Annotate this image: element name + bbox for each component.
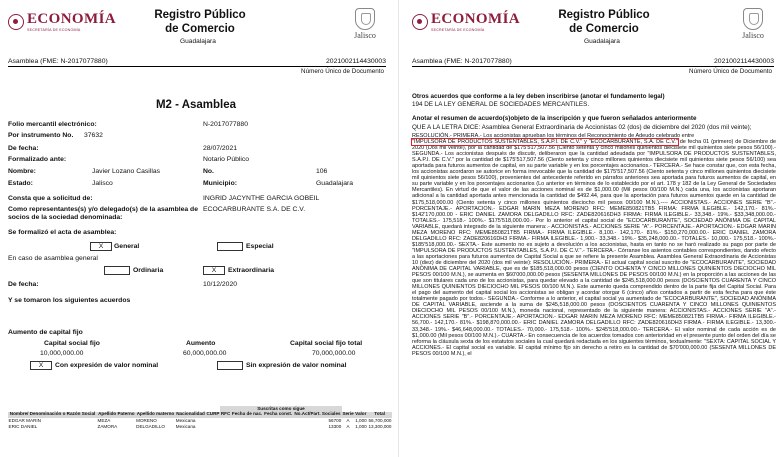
document-header [0,0,392,52]
especial-checkbox[interactable] [217,242,243,251]
municipio-label: Municipio: [203,180,237,187]
economia-logo [412,12,520,32]
resumen-heading: Anotar el resumen de acuerdo(s)objeto de la inscripción y que fueron señalados anteriormente [412,115,697,122]
acuerdos-body: (primero) de Diciembre de 2020 (Dos mil veinte), por la cantidad de $175'517,507.56 (Ciento setenta y cinco millones quinientos diecisiete mil quinientos siete pesos 56/100).- SEGUNDA.- Los accionistas después de discutir, deliberaron que la cantidad adeudada por "IMPULSORA DE PRODUCTOS SUSTENTABLES, S.A.P.I. DE C.V." por la cantidad de $175'517,507.56 (Ciento setenta y cinco millones quinientos diecisiete mil quinientos siete pesos 56/100) sea aportada para futuros aumentos de capital, en su parte variable y en los porcentajes accionarios.- TERCERA.- Se hace constar que, con esta fecha, los accionistas acordaron se autorice en forma irrevocable que la cantidad de $175'517,507.56 (Ciento setenta y cinco millones quinientos diecisiete mil quinientos siete pesos 56/100), provenientes del antecedente referido en párrafos anteriores sea aportada para futuros aumentos de capital, en su parte variable y en los porcentajes accionarios (Lo anterior en términos de lo establecido por el art. 178 y 182 de la Ley General de Sociedades Mercantiles). En virtud de que el valor de las acciones nominal es de $1,000.00 (Mil pesos 00/100 M.N.) cada una, los accionistas aportaran adicional a la cantidad aportada antes mencionada la cantidad de $492.44, para que la aportación para futuros aumentos quede en la cantidad de $175,518,000.00 (Ciento setenta y cinco millones quinientos dieciocho mil pesos 00/100 M.N.).---- ACCIONISTAS.- ACCIONES SERIE "B".- PORCENTAJE.- APORTACION.- EDGAR MARIN MEZA MORENO RFC: MEME850821TB5 FIRMA: FIRMA ILEGIBLE.- 142,170.- 81%.- $142'170,000.00 - ERIC DANIEL ZAMORA DELGADILLO RFC: ZADE820616DH3 FIRMA: FIRMA ILEGIBLE.- 33,348.- 19%.- $33,348,000.00.- TOTALES.- 175,518.- 100%.- $175'518,000.00.- Por lo anterior el capital social de "ECOCARBURANTE", SOCIEDAD ANÓNIMA DE CAPITAL VARIABLE, quedará integrado de la siguiente manera:.- ACCIONISTAS.- ACCIONES SERIE "A".- PORCENTAJE.- APORTACION.- EDGAR MARIN MEZA MORENO RFC: MEME850821TB5 FIRMA.- FIRMA ILEGIBLE.- 8,100.- 142,170.- 81%.- $150,270,000.00.- ERIC DANIEL ZAMORA DELGADILLO RFC: ZADE820616DH3 FIRMA.- FIRMA ILEGIBLE.- 1,900.- 33,348.- 19%.- $35,248,000.00.- TOTALES.- 10,000.- 175,518.- 100%.- $185'518,000.00.- SEXTA.- Este aumento no es sujeto a devolución a los accionistas, hasta en tanto no se haró realizado su pago por parte de "IMPULSORA DE PRODUCTOS SUSTENTABLES, S.A.P.I. DE C.V.".- TERCERA.- Córranse los asientos contables correspondientes, dando efecto a las aportaciones para futuros aumentos de Capital Social a que se refiere la presente Asamblea. Asamblea General Extraordinaria de Accionistas 10 (diez) de diciembre del 2020 (dos mil veinte): RESOLUCIÓN.- PRIMERA.- El actual capital social suscrito de "ECOCARBURANTE", SOCIEDAD ANÓNIMA DE CAPITAL VARIABLE, que es de $185,518,000.00 pesos (CIENTO OCHENTA Y CINCO MILLONES QUINIENTOS DIECIOCHO MIL PESOS 00/100 M.N.), se aumenta en $60'000,000.00 pesos (SESENTA MILLONES DE PESOS 00/100 M.N.) en la proporción a las acciones de las que son titulares cada uno de los accionistas, para quedar elevado a la cantidad de $245,518,000.00 pesos (DOSCIENTOS CUARENTA Y CINCO MILLONES QUINIENTOS DIECIOCHO MIL PESOS 00/100 M.N.). Este aumento queda comprendido dentro de la parte fija del Capital Social. Para el pago del aumento del capital social los accionistas se obligan y acordar otorgar 6 (cinco) años contados a partir de esta fecha para que éste totalmente pagado por todos.- SEGUNDA.- Conforme a lo anterior, el capital social ya aumentado de "ECOCARBURANTE", SOCIEDAD ANÓNIMA DE CAPITAL VARIABLE, asciende a la suma de $245,518,000.00 pesos (DOSCIENTOS CUARENTA Y CINCO MILLONES QUINIENTOS DIECIOCHO MIL PESOS 00/100 M.N.), moneda nacional, representado de la siguiente manera: ACCIONISTAS.- ACCIONES SERIE "A".- ACCIONES SERIE "B".- PORCENTAJE.- APORTACION.- EDGAR MARIN MEZA MORENO RFC: MEME850821TB5 FIRMA.- FIRMA ILEGIBLE.- 56,700.- 142,170.- 81%.- $198,870,000.00.- ERIC DANIEL ZAMORA DELGADILLO RFC: ZADE820616DH3 FIRMA.- FIRMA ILEGIBLE.- 13,300.- 33,348.- 19%.- $46,648,000.00.- TOTALES.- 70,000.- 175,518.- 100%.- $245'518,000.00.- TERCERA.- El valor nominal de cada acción es de $1,000.00 (Mil pesos 00/100 M.N.).- CUARTA.- En consecuencia de los acuerdos tomados con anterioridad en el presente punto del orden del día se reforma la cláusula sexta de los estatutos sociales la cual quedará redactada en los siguientes términos, textualmente: "SEXTA: CAPITAL SOCIAL Y ACCIONES.- El capital social es variable. El capital mínimo fijo sin derecho a retiro es la cantidad de $70'000,000.00 (SESENTA MILLONES DE PESOS 00/100 M.N.), el [412,139,777,357]
table-header: CURP [206,411,220,417]
fecha-label: De fecha: [8,145,39,152]
table-cell: Mexicana [175,418,196,424]
jalisco-logo [736,8,770,41]
aumento-column-label: Aumento [186,340,216,347]
nud-label: Número Único de Documento [301,68,384,75]
document-header [404,0,780,52]
table-cell: A [346,424,350,430]
estado-value: Jalisco [92,180,113,187]
nud-value: 2021002114430003 [714,58,774,65]
government-seal-icon [8,14,24,30]
jalisco-logo-text: Jalisco [742,31,764,40]
table-header: Apellido Paterno [98,411,135,417]
table-cell [220,424,231,430]
table-cell: EDGAR MARIN [8,418,41,424]
instrumento-label: Por instrumento No. [8,132,74,139]
table-cell: ZAMORA [97,424,118,430]
general-checkbox[interactable]: X [90,242,112,251]
table-header: Fecha const. [264,411,293,417]
logo-main-text: ECONOMÍA [431,11,521,27]
logo-sub-text: SECRETARÍA DE ECONOMÍA [27,28,81,32]
ordinaria-checkbox[interactable] [104,266,130,275]
fme-label: Asamblea (FME: N-2017077880) [8,58,108,65]
table-header: Valor [355,411,367,417]
comparecientes-value: ECOCARBURANTE S.A. DE C.V. [203,206,306,213]
formalizado-value: Notario Público [203,156,250,163]
table-cell: MEZA [97,418,111,424]
sin-valor-nominal-checkbox[interactable] [217,361,243,370]
after-highlight-text: de fecha 01 [677,139,710,146]
registry-city: Guadalajara [584,38,620,45]
comparecientes-label: Como representantes(s) y/o delegado(s) de la asamblea de socios de la sociedad denominada: [8,206,198,222]
formalizado-label: Formalizado ante: [8,156,67,163]
registry-title: Registro Público de Comercio [154,9,246,35]
economia-logo [8,12,116,32]
table-cell: A [346,418,350,424]
solicitud-label: Consta que a solicitud de: [8,195,93,202]
registry-title: Registro Público de Comercio [558,9,650,35]
fme-line [412,58,774,66]
highlighted-companies: "IMPULSORA DE PRODUCTOS SUSTENTABLES, S.A.P.I. DE C.V." y "ECOCARBURANTE, S.A. DE C.V." [412,139,678,146]
table-cell: 13300 [328,424,342,430]
table-cell: 56,700,000 [368,418,392,424]
table-cell: 56700 [328,418,342,424]
nombre-value: Javier Lozano Casillas [92,168,161,175]
table-cell [231,424,263,430]
government-seal-icon [412,14,428,30]
municipio-value: Guadalajara [316,180,354,187]
capital-total-value: 70,000,000.00 [312,350,356,357]
acuerdos-label: Y se tomaron los siguientes acuerdos [8,297,131,304]
logo-main-text: ECONOMÍA [27,11,117,27]
jalisco-logo [348,8,382,41]
folio-value: N-2017077880 [203,121,248,128]
estado-label: Estado: [8,180,33,187]
table-cell: 13,300,000 [368,424,392,430]
fme-line [8,58,386,66]
de-fecha-label: De fecha: [8,281,39,288]
table-header: No.Act/Part. Sociales [294,411,341,417]
general-label: General [114,243,140,250]
capital-social-fijo-label: Capital social fijo [44,340,100,347]
caso-asamblea-label: En caso de asamblea general [8,255,98,262]
sin-valor-nominal-label: Sin expresión de valor nominal [246,362,347,369]
de-fecha-value: 10/12/2020 [203,281,238,288]
extraordinaria-checkbox[interactable]: X [203,266,225,275]
con-valor-nominal-checkbox[interactable]: X [30,361,52,370]
ordinaria-label: Ordinaria [133,267,164,274]
table-cell [206,424,220,430]
table-row [8,424,392,430]
shares-table [8,406,392,430]
jalisco-crest-icon [743,8,763,30]
table-cell: MORENO [136,418,157,424]
nud-label: Número Único de Documento [689,68,772,75]
table-cell: 1,000 [355,418,367,424]
jalisco-crest-icon [355,8,375,30]
nombre-label: Nombre: [8,168,36,175]
acuerdos-summary-text [412,133,776,357]
aumento-value: 60,000,000.00 [183,350,227,357]
table-cell [263,424,293,430]
logo-sub-text: SECRETARÍA DE ECONOMÍA [431,28,485,32]
right-document-page [404,0,780,457]
page-divider [398,0,399,457]
table-header: RFC [220,411,231,417]
aumento-capital-heading: Aumento de capital fijo [8,329,83,336]
extraordinaria-label: Extraordinaria [228,267,275,274]
document-title: M2 - Asamblea [155,99,237,111]
registry-city: Guadalajara [180,38,216,45]
nud-value: 2021002114430003 [326,58,386,65]
solicitud-value: INGRID JACYNTHE GARCIA GOBEIL [203,195,320,202]
table-header: Fecha de nac. [231,411,263,417]
capital-total-label: Capital social fijo total [290,340,363,347]
suscritas-group-header: Suscritas como sigue [220,406,342,412]
otros-acuerdos-text: 194 DE LA LEY GENERAL DE SOCIEDADES MERCANTILES. [412,101,590,108]
notario-no-value: 106 [316,168,328,175]
table-header: Apellido materno [136,411,175,417]
jalisco-logo-text: Jalisco [354,31,376,40]
formalizo-label: Se formalizó el acta de asamblea: [8,229,117,236]
fecha-value: 28/07/2021 [203,145,238,152]
instrumento-value: 37632 [84,132,103,139]
otros-acuerdos-heading: Otros acuerdos que conforme a la ley deben inscribirse (anotar el fundamento legal) [412,93,665,100]
capital-social-fijo-value: 10,000,000.00 [40,350,84,357]
table-cell: ERIC DANIEL [8,424,38,430]
table-header: Nombre/ Denominación o Razón Social [9,411,96,417]
table-header: Nacionalidad [176,411,205,417]
table-header: Total [367,412,392,418]
notario-no-label: No. [203,168,214,175]
table-header: Serie [342,411,354,417]
con-valor-nominal-label: Con expresión de valor nominal [55,362,159,369]
table-cell: 1,000 [355,424,367,430]
table-cell: DELGADILLO [136,424,165,430]
especial-label: Especial [246,243,274,250]
folio-label: Folio mercantil electrónico: [8,121,97,128]
resumen-intro: QUE A LA LETRA DICE: Asamblea General Extraordinaria de Accionistas 02 (dos) de diciembre del 2020 (dos mil veinte); [412,124,752,131]
resolucion-intro: RESOLUCIÓN.- PRIMERA.- Los accionistas aprueban los términos del Reconocimiento de Adeudo celebrado entre [412,133,695,139]
table-cell: Mexicana [175,424,196,430]
fme-label: Asamblea (FME: N-2017077880) [412,58,512,65]
